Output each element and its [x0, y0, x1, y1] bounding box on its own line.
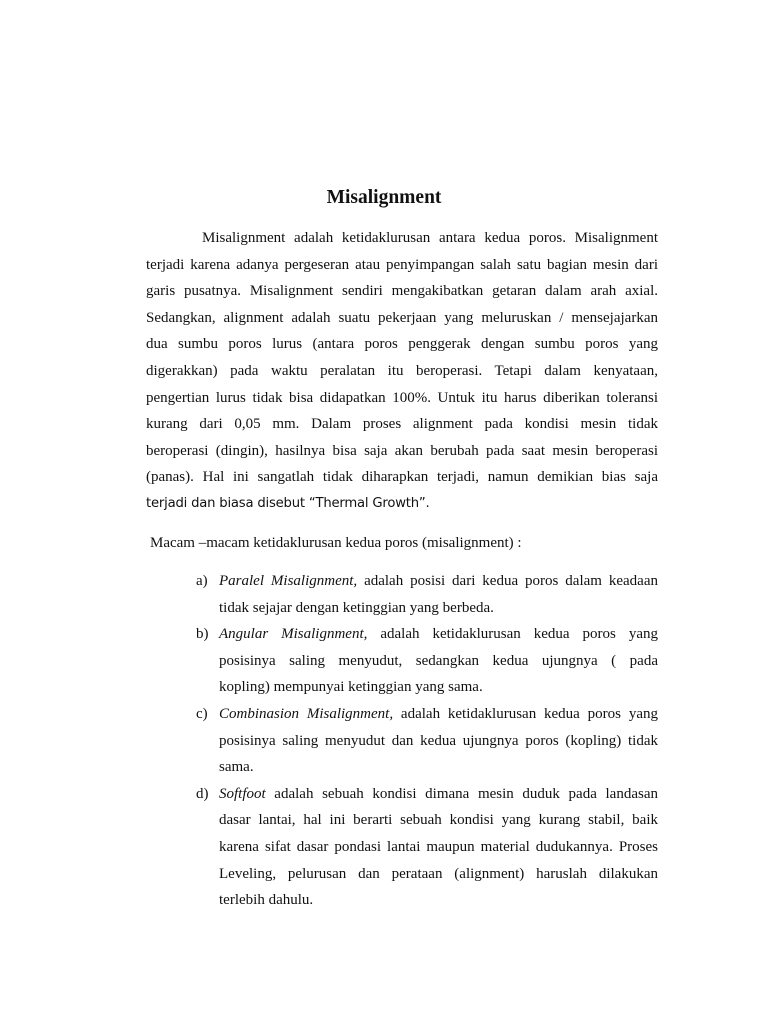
list-item-text — [219, 568, 658, 621]
paragraph-line: terjadi dan biasa disebut “Thermal Growth”. — [146, 495, 430, 511]
paragraph-line: pengertian lurus tidak bisa didapatkan 100%. Untuk itu harus diberikan toleransi — [146, 389, 658, 406]
list-item-line: kopling) mempunyai ketinggian yang sama. — [219, 679, 483, 696]
paragraph-line: kurang dari 0,05 mm. Dalam proses alignment pada kondisi mesin tidak — [146, 416, 658, 433]
list-item-first-line-text: adalah ketidaklurusan kedua poros yang — [367, 626, 658, 643]
list-item-line: karena sifat dasar pondasi lantai maupun material dudukannya. Proses — [219, 838, 658, 855]
list-item-first-line-text: adalah ketidaklurusan kedua poros yang — [393, 705, 658, 722]
list-item-first-line — [219, 568, 658, 595]
list-item-first-line — [219, 621, 658, 648]
list-intro: Macam –macam ketidaklurusan kedua poros (misalignment) : — [150, 535, 522, 551]
paragraph-line: Misalignment adalah ketidaklurusan antara kedua poros. Misalignment — [202, 230, 658, 246]
paragraph-line: digerakkan) pada waktu peralatan itu beroperasi. Tetapi dalam kenyataan, — [146, 362, 658, 379]
list-item-text — [219, 701, 658, 781]
list-marker: b) — [196, 626, 209, 643]
body-paragraph — [146, 225, 658, 518]
paragraph-line: dua sumbu poros lurus (antara poros penggerak dengan sumbu poros yang — [146, 336, 658, 353]
list-item-term: Paralel Misalignment, — [219, 573, 358, 589]
paragraph-line: beroperasi (dingin), hasilnya bisa saja akan berubah pada saat mesin beroperasi — [146, 442, 658, 459]
list-item-first-line — [219, 701, 658, 728]
misalignment-list — [196, 568, 658, 914]
list-item — [196, 781, 658, 914]
paragraph-line: terjadi karena adanya pergeseran atau penyimpangan salah satu bagian mesin dari — [146, 256, 658, 273]
list-item-line: Leveling, pelurusan dan perataan (alignment) haruslah dilakukan — [219, 865, 658, 882]
list-item-line: posisinya saling menyudut dan kedua ujungnya poros (kopling) tidak — [219, 732, 658, 749]
list-item-first-line — [219, 781, 658, 808]
paragraph-line: garis pusatnya. Misalignment sendiri mengakibatkan getaran dalam arah axial. — [146, 283, 658, 300]
list-item — [196, 621, 658, 701]
list-item-line: sama. — [219, 759, 254, 776]
list-item-first-line-text: adalah sebuah kondisi dimana mesin duduk pada landasan — [265, 785, 658, 802]
list-item-term: Angular Misalignment, — [219, 626, 368, 643]
list-item-text — [219, 781, 658, 914]
list-marker: c) — [196, 705, 208, 722]
page-title: Misalignment — [326, 187, 442, 208]
list-item-line: tidak sejajar dengan ketinggian yang berbeda. — [219, 599, 494, 616]
paragraph-line: Sedangkan, alignment adalah suatu pekerjaan yang meluruskan / mensejajarkan — [146, 309, 658, 326]
list-item — [196, 568, 658, 621]
list-marker: a) — [196, 573, 208, 589]
list-item — [196, 701, 658, 781]
list-item-line: posisinya saling menyudut, sedangkan kedua ujungnya ( pada — [219, 652, 658, 669]
list-item-term: Softfoot — [219, 785, 266, 802]
list-item-term: Combinasion Misalignment, — [219, 705, 394, 722]
list-marker: d) — [196, 785, 209, 802]
list-item-line: terlebih dahulu. — [219, 892, 314, 909]
list-item-first-line-text: adalah posisi dari kedua poros dalam keadaan — [357, 573, 658, 589]
paragraph-line: (panas). Hal ini sangatlah tidak diharapkan terjadi, namun demikian bias saja — [146, 469, 658, 486]
list-item-line: dasar lantai, hal ini berarti sebuah kondisi yang kurang stabil, baik — [219, 812, 658, 829]
list-item-text — [219, 621, 658, 701]
